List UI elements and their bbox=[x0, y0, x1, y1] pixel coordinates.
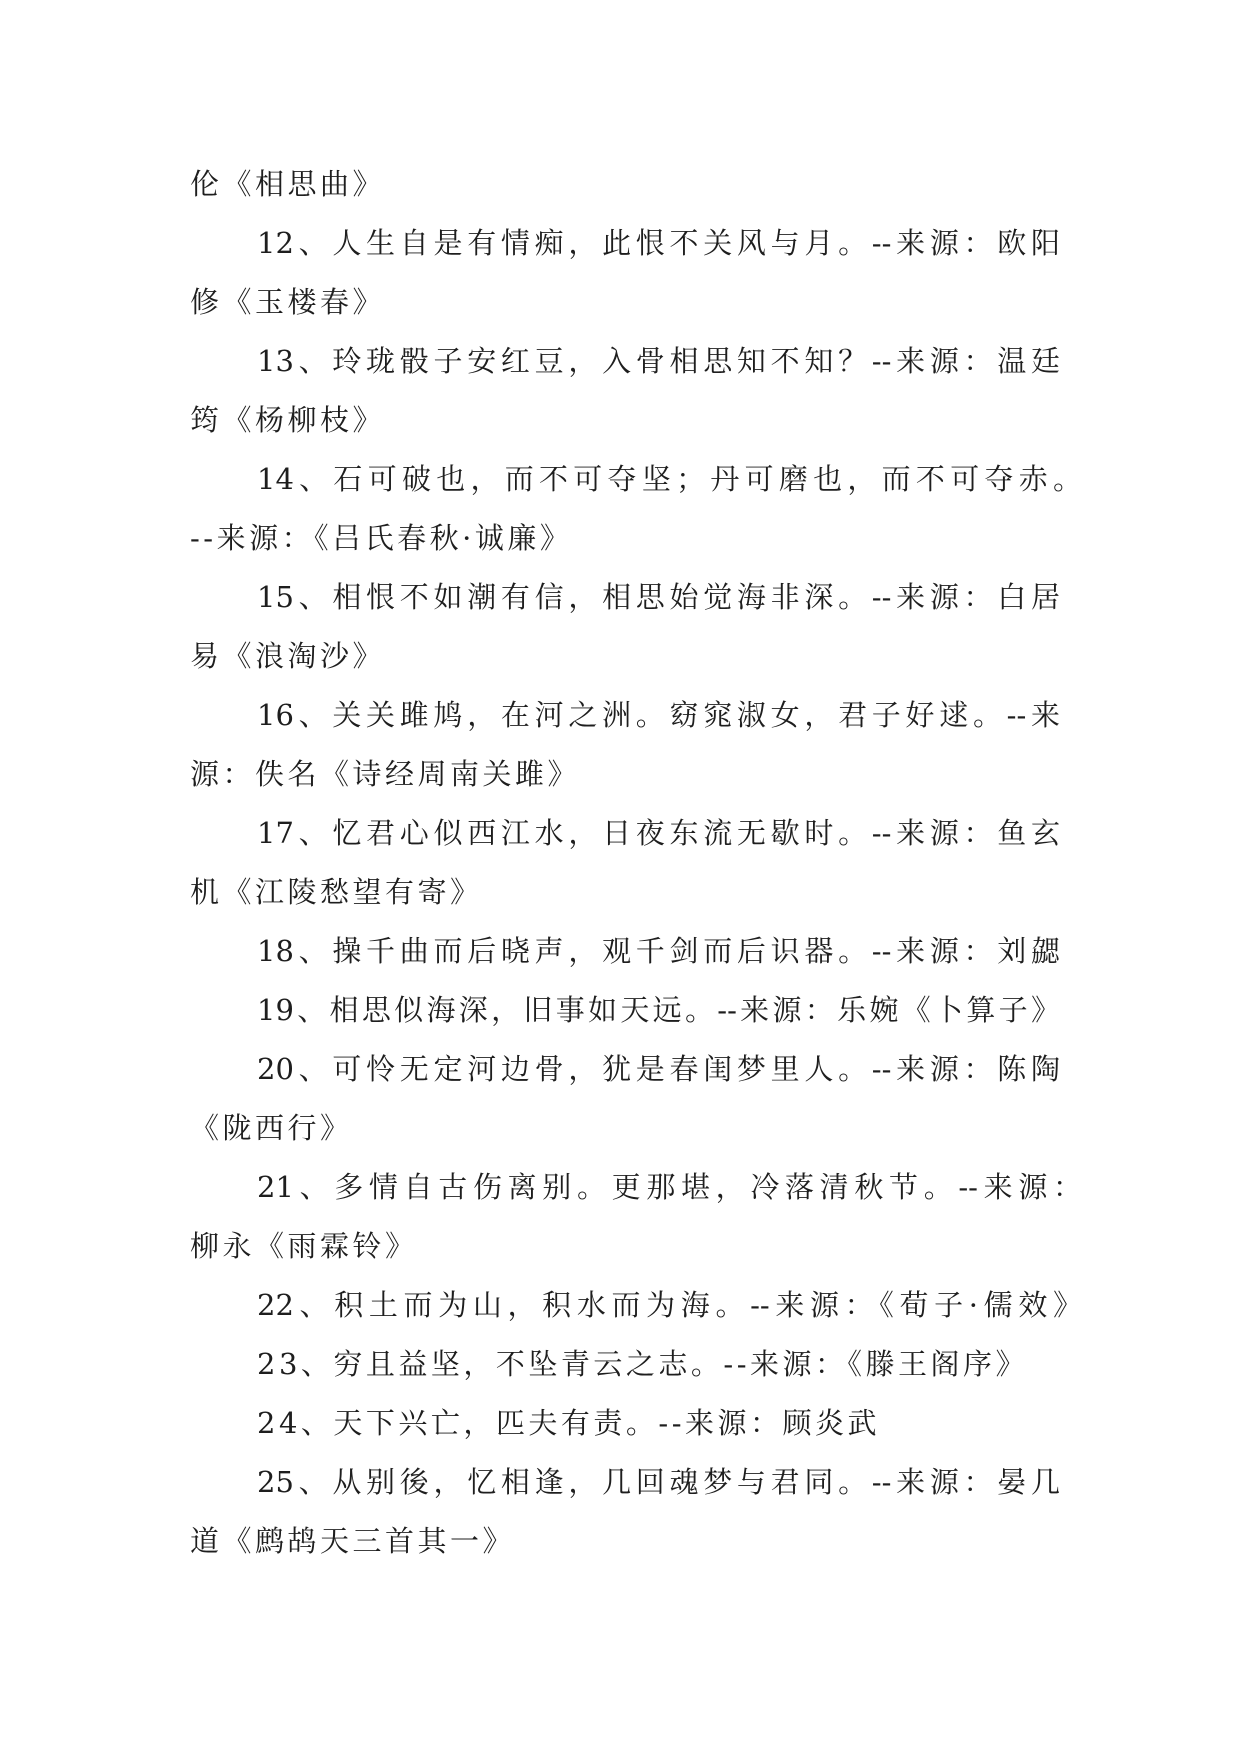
quote-paragraph bbox=[190, 1394, 1060, 1453]
text-line: 易《浪淘沙》 bbox=[190, 639, 386, 673]
quote-paragraph bbox=[190, 1335, 1060, 1394]
text-line: 源：佚名《诗经周南关雎》 bbox=[190, 757, 581, 791]
text-line: 16、关关雎鸠，在河之洲。窈窕淑女，君子好逑。--来 bbox=[257, 698, 1060, 732]
text-line: 23、穷且益坚，不坠青云之志。--来源：《滕王阁序》 bbox=[257, 1347, 1029, 1381]
text-line: 25、从别後，忆相逢，几回魂梦与君同。--来源：晏几 bbox=[257, 1465, 1060, 1499]
text-line: 24、天下兴亡，匹夫有责。--来源：顾炎武 bbox=[257, 1406, 880, 1440]
text-line: 柳永《雨霖铃》 bbox=[190, 1229, 418, 1263]
quote-paragraph bbox=[190, 922, 1060, 981]
quote-paragraph bbox=[190, 981, 1060, 1040]
quote-paragraph bbox=[190, 1453, 1060, 1571]
quote-paragraph bbox=[190, 568, 1060, 686]
text-line: 21、多情自古伤离别。更那堪，冷落清秋节。--来源： bbox=[257, 1170, 1082, 1204]
text-line: 14、石可破也，而不可夺坚；丹可磨也，而不可夺赤。 bbox=[257, 462, 1082, 496]
text-line: --来源：《吕氏春秋·诚廉》 bbox=[190, 521, 573, 555]
text-body bbox=[190, 155, 1082, 1571]
text-line: 伦《相思曲》 bbox=[190, 167, 386, 201]
text-line: 19、相思似海深，旧事如天远。--来源：乐婉《卜算子》 bbox=[257, 993, 1060, 1027]
quote-paragraph bbox=[190, 332, 1060, 450]
quote-paragraph bbox=[190, 214, 1060, 332]
quote-paragraph bbox=[190, 1040, 1060, 1158]
text-line: 修《玉楼春》 bbox=[190, 285, 386, 319]
quote-paragraph bbox=[190, 804, 1060, 922]
text-line: 筠《杨柳枝》 bbox=[190, 403, 386, 437]
quote-paragraph bbox=[190, 686, 1060, 804]
text-line: 道《鹧鸪天三首其一》 bbox=[190, 1524, 516, 1558]
text-line: 18、操千曲而后晓声，观千剑而后识器。--来源：刘勰 bbox=[257, 934, 1060, 968]
text-line: 17、忆君心似西江水，日夜东流无歇时。--来源：鱼玄 bbox=[257, 816, 1060, 850]
text-line: 22、积土而为山，积水而为海。--来源：《荀子·儒效》 bbox=[257, 1288, 1082, 1322]
text-line: 13、玲珑骰子安红豆，入骨相思知不知？--来源：温廷 bbox=[257, 344, 1060, 378]
text-line: 20、可怜无定河边骨，犹是春闺梦里人。--来源：陈陶 bbox=[257, 1052, 1060, 1086]
quote-paragraph-continued bbox=[190, 155, 1060, 214]
text-line: 《陇西行》 bbox=[190, 1111, 353, 1145]
quote-paragraph bbox=[190, 1276, 1082, 1335]
text-line: 15、相恨不如潮有信，相思始觉海非深。--来源：白居 bbox=[257, 580, 1060, 614]
text-line: 机《江陵愁望有寄》 bbox=[190, 875, 483, 909]
quote-paragraph bbox=[190, 1158, 1082, 1276]
text-line: 12、人生自是有情痴，此恨不关风与月。--来源：欧阳 bbox=[257, 226, 1060, 260]
quote-paragraph bbox=[190, 450, 1082, 568]
